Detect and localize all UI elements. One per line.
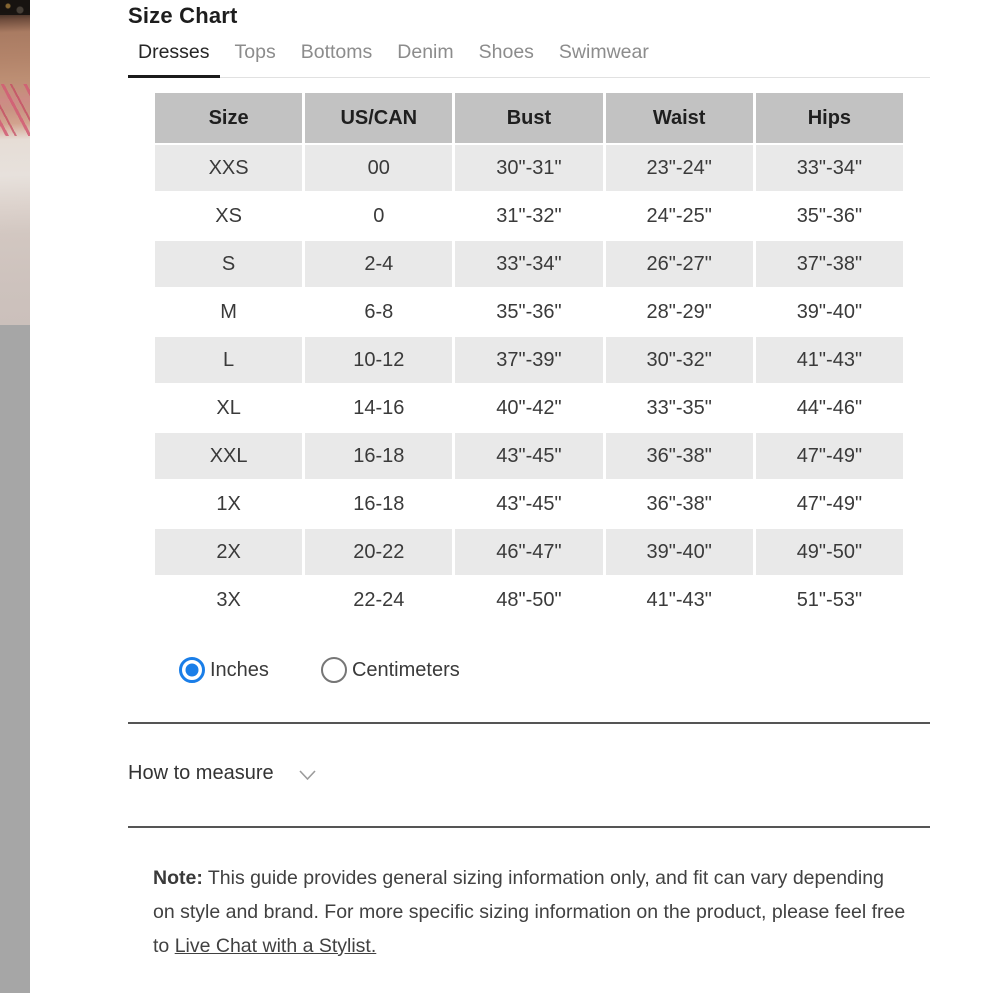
cell-us-can: 16-18: [305, 433, 452, 479]
cell-size: 2X: [155, 529, 302, 575]
radio-selected-icon[interactable]: [179, 657, 205, 683]
cell-hips: 47"-49": [756, 481, 903, 527]
cell-size: M: [155, 289, 302, 335]
cell-size: L: [155, 337, 302, 383]
cell-waist: 28"-29": [606, 289, 753, 335]
cell-size: XXS: [155, 145, 302, 191]
cell-hips: 37"-38": [756, 241, 903, 287]
cell-size: XXL: [155, 433, 302, 479]
radio-option-centimeters[interactable]: [321, 657, 460, 683]
cell-hips: 41"-43": [756, 337, 903, 383]
cell-us-can: 22-24: [305, 577, 452, 623]
category-tabs: [128, 41, 930, 78]
table-row: [155, 193, 903, 239]
cell-waist: 24"-25": [606, 193, 753, 239]
cell-bust: 30"-31": [455, 145, 602, 191]
radio-option-inches[interactable]: [179, 657, 269, 683]
radio-label-centimeters: Centimeters: [351, 658, 460, 681]
table-row: [155, 481, 903, 527]
cell-waist: 30"-32": [606, 337, 753, 383]
header-bust: Bust: [455, 93, 602, 143]
cell-hips: 44"-46": [756, 385, 903, 431]
cell-waist: 23"-24": [606, 145, 753, 191]
tab-tops[interactable]: Tops: [234, 41, 276, 63]
cell-bust: 43"-45": [455, 481, 602, 527]
cell-size: XL: [155, 385, 302, 431]
page-title: Size Chart: [128, 3, 238, 28]
cell-us-can: 20-22: [305, 529, 452, 575]
divider: [128, 826, 930, 828]
tab-dresses[interactable]: Dresses: [128, 41, 220, 78]
cell-us-can: 0: [305, 193, 452, 239]
tab-bottoms[interactable]: Bottoms: [300, 41, 373, 63]
sizing-note: [153, 861, 909, 963]
table-row: [155, 241, 903, 287]
page-background-strip: [0, 325, 30, 993]
units-radio-group: [179, 657, 460, 683]
cell-bust: 33"-34": [455, 241, 602, 287]
table-row: [155, 385, 903, 431]
cell-hips: 49"-50": [756, 529, 903, 575]
cell-hips: 47"-49": [756, 433, 903, 479]
cell-bust: 46"-47": [455, 529, 602, 575]
cell-hips: 33"-34": [756, 145, 903, 191]
table-row: [155, 145, 903, 191]
radio-label-inches: Inches: [210, 658, 269, 681]
cell-bust: 37"-39": [455, 337, 602, 383]
note-body: This guide provides general sizing information only, and fit can vary depending on style and brand. For more specific sizing information on the product, please feel free to: [153, 867, 906, 957]
cell-us-can: 6-8: [305, 289, 452, 335]
cell-hips: 39"-40": [756, 289, 903, 335]
cell-waist: 26"-27": [606, 241, 753, 287]
cell-size: S: [155, 241, 302, 287]
cell-hips: 51"-53": [756, 577, 903, 623]
table-row: [155, 337, 903, 383]
live-chat-link[interactable]: Live Chat with a Stylist.: [174, 935, 377, 957]
cell-waist: 36"-38": [606, 481, 753, 527]
table-row: [155, 433, 903, 479]
note-prefix: Note:: [153, 867, 203, 889]
cell-waist: 39"-40": [606, 529, 753, 575]
cell-us-can: 2-4: [305, 241, 452, 287]
cell-size: 3X: [155, 577, 302, 623]
cell-waist: 33"-35": [606, 385, 753, 431]
divider: [128, 722, 930, 724]
table-row: [155, 289, 903, 335]
header-hips: Hips: [756, 93, 903, 143]
product-photo-edge: [0, 0, 30, 325]
header-waist: Waist: [606, 93, 753, 143]
radio-unselected-icon[interactable]: [321, 657, 347, 683]
cell-bust: 43"-45": [455, 433, 602, 479]
table-header-row: [155, 93, 903, 143]
cell-us-can: 10-12: [305, 337, 452, 383]
table-row: [155, 529, 903, 575]
how-to-measure-toggle[interactable]: [128, 762, 316, 785]
header-us-can: US/CAN: [305, 93, 452, 143]
tab-swimwear[interactable]: Swimwear: [558, 41, 649, 63]
tab-shoes[interactable]: Shoes: [478, 41, 534, 63]
cell-us-can: 14-16: [305, 385, 452, 431]
size-chart-table: [152, 91, 906, 625]
cell-bust: 31"-32": [455, 193, 602, 239]
cell-waist: 36"-38": [606, 433, 753, 479]
table-row: [155, 577, 903, 623]
cell-waist: 41"-43": [606, 577, 753, 623]
cell-us-can: 00: [305, 145, 452, 191]
cell-us-can: 16-18: [305, 481, 452, 527]
cell-size: 1X: [155, 481, 302, 527]
cell-size: XS: [155, 193, 302, 239]
header-size: Size: [155, 93, 302, 143]
how-to-measure-label: How to measure: [128, 762, 274, 784]
cell-bust: 35"-36": [455, 289, 602, 335]
tab-denim[interactable]: Denim: [397, 41, 454, 63]
cell-bust: 48"-50": [455, 577, 602, 623]
chevron-down-icon: [299, 770, 316, 781]
cell-bust: 40"-42": [455, 385, 602, 431]
cell-hips: 35"-36": [756, 193, 903, 239]
